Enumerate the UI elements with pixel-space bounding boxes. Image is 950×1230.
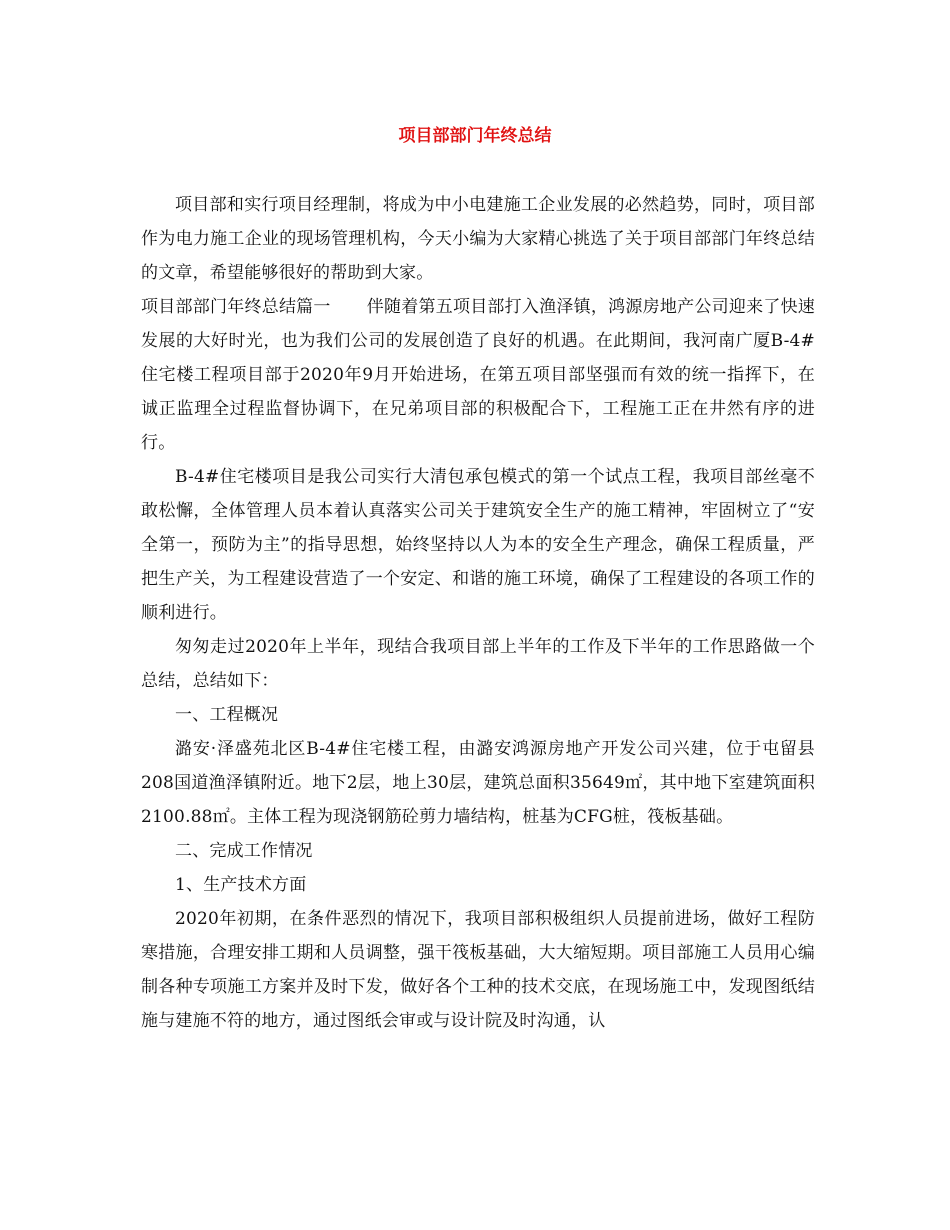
document-title: 项目部部门年终总结: [398, 126, 552, 146]
section-heading: 二、完成工作情况: [175, 841, 313, 861]
document-body: [141, 188, 815, 1038]
body-paragraph: 潞安·泽盛苑北区B-4#住宅楼工程，由潞安鸿源房地产开发公司兴建，位于屯留县208国道渔泽镇附近。地下2层，地上30层，建筑总面积35649㎡，其中地下室建筑面积2100.88㎡。主体工程为现浇钢筋砼剪力墙结构，桩基为CFG桩，筏板基础。: [141, 739, 815, 827]
section-label: 项目部部门年终总结篇一: [141, 297, 331, 317]
body-paragraph: 2020年初期，在条件恶烈的情况下，我项目部积极组织人员提前进场，做好工程防寒措施，合理安排工期和人员调整，强干筏板基础，大大缩短期。项目部施工人员用心编制各种专项施工方案并及时下发，做好各个工种的技术交底，在现场施工中，发现图纸结施与建施不符的地方，通过图纸会审或与设计院及时沟通，认: [141, 909, 815, 1031]
section-text: 伴随着第五项目部打入渔泽镇，鸿源房地产公司迎来了快速发展的大好时光，也为我们公司的发展创造了良好的机遇。在此期间，我河南广厦B-4#住宅楼工程项目部于2020年9月开始进场，在第五项目部坚强而有效的统一指挥下，在诚正监理全过程监督协调下，在兄弟项目部的积极配合下，工程施工正在井然有序的进行。: [141, 297, 816, 453]
section-paragraph: [141, 290, 815, 460]
body-paragraph: B-4#住宅楼项目是我公司实行大清包承包模式的第一个试点工程，我项目部丝毫不敢松懈，全体管理人员本着认真落实公司关于建筑安全生产的施工精神，牢固树立了“安全第一，预防为主”的指导思想，始终坚持以人为本的安全生产理念，确保工程质量，严把生产关，为工程建设营造了一个安定、和谐的施工环境，确保了工程建设的各项工作的顺利进行。: [141, 467, 815, 623]
section-heading: 一、工程概况: [175, 705, 279, 725]
body-paragraph: 匆匆走过2020年上半年，现结合我项目部上半年的工作及下半年的工作思路做一个总结，总结如下：: [141, 637, 815, 691]
subsection-heading: 1、生产技术方面: [175, 875, 307, 895]
intro-paragraph: 项目部和实行项目经理制，将成为中小电建施工企业发展的必然趋势，同时，项目部作为电力施工企业的现场管理机构，今天小编为大家精心挑选了关于项目部部门年终总结的文章，希望能够很好的帮助到大家。: [141, 195, 815, 283]
